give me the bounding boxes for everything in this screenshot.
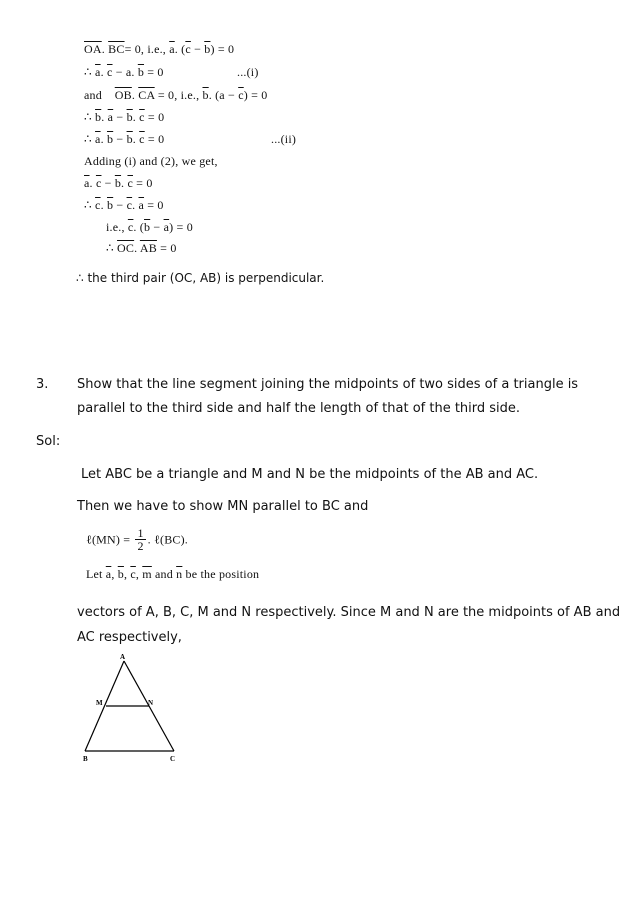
solution-paragraph-3: vectors of A, B, C, M and N respectively. Since M and N are the midpoints of AB and bbox=[77, 605, 621, 620]
proof-line-3: and $\overline{OB}$. $\overline{CA} = 0$, i.e., $\overline{b}$. $(a - \overline{c}) = 0$ bbox=[84, 88, 268, 102]
solution-paragraph-4: AC respectively, bbox=[77, 630, 182, 645]
vertex-label-n: N bbox=[148, 699, 154, 707]
question-text-line-2: parallel to the third side and half the length of that of the third side. bbox=[77, 401, 521, 416]
proof-line-5: ∴ $\overline{a}$. $\overline{b} - \overline{b}$. $\overline{c} = 0$ bbox=[84, 132, 165, 146]
triangle-diagram bbox=[74, 650, 194, 770]
question-number: 3. bbox=[36, 377, 49, 392]
proof-line-8: ∴ $\overline{c}$. $\overline{b} - \overline{c}$. $\overline{a} = 0$ bbox=[84, 198, 164, 212]
vector-oa: $\overline{OA}$ bbox=[84, 42, 102, 56]
proof-line-7: $\overline{a}$. $\overline{c} - \overline{b}$. $\overline{c} = 0$ bbox=[84, 176, 153, 190]
proof-line-10: ∴ $\overline{OC}$. $\overline{AB} = 0$ bbox=[106, 241, 177, 255]
vertex-label-b: B bbox=[83, 755, 88, 763]
proof-line-9: i.e., $\overline{c}$. $(\overline{b} - \overline{a}) = 0$ bbox=[106, 220, 193, 234]
proof-line-4: ∴ $\overline{b}$. $\overline{a} - \overline{b}$. $\overline{c} = 0$ bbox=[84, 110, 165, 124]
vector-bc: $\overline{BC}$ bbox=[108, 42, 125, 56]
conclusion-text: ∴ the third pair (OC, AB) is perpendicular. bbox=[76, 271, 325, 285]
vertex-label-a: A bbox=[120, 653, 126, 661]
fraction-one-half: $\frac{1}{2}$ bbox=[137, 526, 144, 553]
equation-tag-ii: ...(ii) bbox=[271, 132, 297, 146]
solution-paragraph-1: Let ABC be a triangle and M and N be the midpoints of the AB and AC. bbox=[81, 467, 539, 482]
proof-line-1: $\overline{OA}$. $\overline{BC}= 0$, i.e., $\overline{a}$. $(\overline{c} - \overline{b}) = 0$ bbox=[84, 42, 235, 56]
proof-line-6: Adding (i) and (2), we get, bbox=[84, 154, 218, 168]
proof-line-2: ∴ $\overline{a}$. $\overline{c} - a$. $\overline{b} = 0$ bbox=[84, 65, 164, 79]
question-text-line-1: Show that the line segment joining the midpoints of two sides of a triangle is bbox=[77, 377, 579, 392]
solution-label: Sol: bbox=[36, 434, 61, 449]
solution-paragraph-2: Then we have to show MN parallel to BC and bbox=[77, 499, 369, 514]
vertex-label-m: M bbox=[96, 699, 103, 707]
vertex-label-c: C bbox=[170, 755, 176, 763]
equation-tag-i: ...(i) bbox=[237, 65, 259, 79]
position-vectors-line: Let $\overline{a}$, $\overline{b}$, $\overline{c}$, $\overline{m}$ and $\overline{n}$ be the position bbox=[86, 567, 260, 581]
length-equation: ℓ(MN) = $\frac{1}{2}$ . ℓ(BC). bbox=[86, 526, 189, 553]
